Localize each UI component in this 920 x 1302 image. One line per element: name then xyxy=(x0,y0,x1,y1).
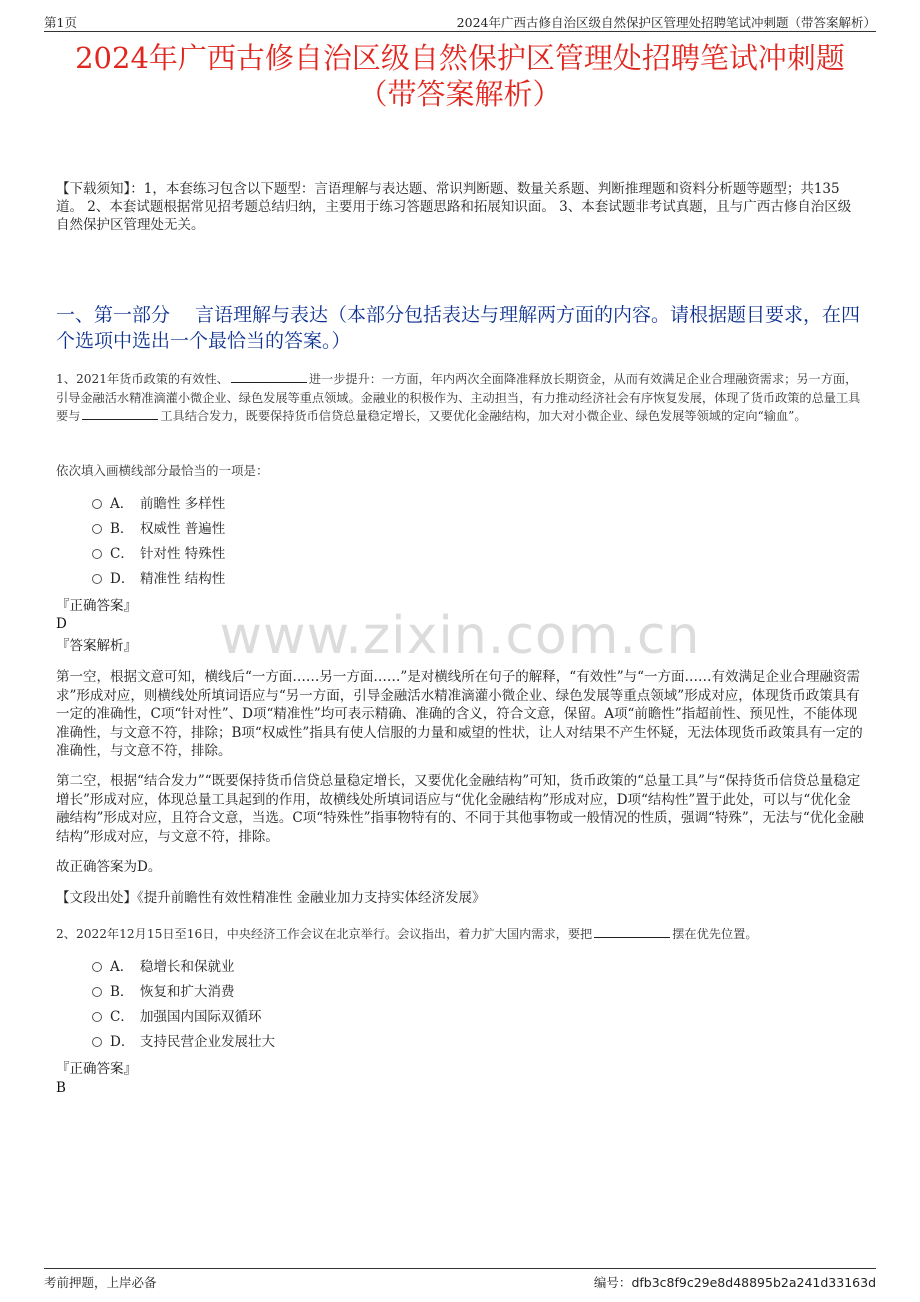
page-number: 第1页 xyxy=(44,15,77,30)
q2-option-d[interactable]: D． 支持民营企业发展壮大 xyxy=(92,1030,275,1055)
question-2-text xyxy=(56,925,864,944)
fill-blank-3 xyxy=(594,926,670,938)
q1-option-d[interactable]: D． 精准性 结构性 xyxy=(92,567,225,592)
q2-option-a[interactable]: A． 稳增长和保就业 xyxy=(92,955,275,980)
radio-icon[interactable] xyxy=(92,499,102,509)
document-title xyxy=(40,40,880,112)
radio-icon[interactable] xyxy=(92,549,102,559)
footer-code-label: 编号： xyxy=(593,1275,632,1290)
title-line-2: （带答案解析） xyxy=(358,77,562,111)
q2-option-b[interactable]: B． 恢复和扩大消费 xyxy=(92,980,275,1005)
q1-analysis-label: 『答案解析』 xyxy=(56,638,137,654)
fill-blank-1 xyxy=(231,371,307,383)
q1-source: 【文段出处】《提升前瞻性有效性精准性 金融业加力支持实体经济发展》 xyxy=(56,890,486,906)
q2-text-b: 摆在优先位置。 xyxy=(672,927,758,941)
q1-analysis-paragraph-1: 第一空，根据文意可知，横线后“一方面……另一方面……”是对横线所在句子的解释，“有效性”与“一方面……有效满足企业合理融资需求”形成对应，则横线处所填词语应与“另一方面，引导金融活水精准滴灌小微企业、绿色发展等重点领域”形成对应，体现货币政策具有一定的准确性，C项“针对性”、D项“精准性”均可表示精确、准确的含义，符合文意，保留。A项“前瞻性”指超前性、预见性，不能体现准确性，与文意不符，排除；B项“权威性”指具有使人信服的力量和威望的性状，让人对结果不产生怀疑，无法体现货币政策具有一定的准确性，与文意不符，排除。 xyxy=(56,669,863,759)
q2-answer-label: 『正确答案』 xyxy=(56,1061,137,1077)
q1-answer-label: 『正确答案』 xyxy=(56,598,137,614)
radio-icon[interactable] xyxy=(92,987,102,997)
q1-option-b[interactable]: B． 权威性 普遍性 xyxy=(92,517,225,542)
q1-conclusion: 故正确答案为D。 xyxy=(56,859,162,875)
question-1-prompt: 依次填入画横线部分最恰当的一项是： xyxy=(56,463,269,478)
radio-icon[interactable] xyxy=(92,524,102,534)
question-1-options xyxy=(92,492,225,592)
radio-icon[interactable] xyxy=(92,1012,102,1022)
radio-icon[interactable] xyxy=(92,962,102,972)
q2-text-a: 2、2022年12月15日至16日，中央经济工作会议在北京举行。会议指出，着力扩大国内需求，要把 xyxy=(56,927,593,941)
radio-icon[interactable] xyxy=(92,1037,102,1047)
footer-code xyxy=(594,1273,876,1291)
title-line-1: 2024年广西古修自治区级自然保护区管理处招聘笔试冲刺题 xyxy=(75,41,845,75)
radio-icon[interactable] xyxy=(92,574,102,584)
footer-code-value: dfb3c8f9c29e8d48895b2a241d33163d xyxy=(631,1275,876,1290)
page-footer xyxy=(44,1268,876,1289)
q2-option-c[interactable]: C． 加强国内国际双循环 xyxy=(92,1005,275,1030)
q1-analysis-paragraph-2: 第二空，根据“结合发力”“既要保持货币信贷总量稳定增长，又要优化金融结构”可知，货币政策的“总量工具”与“保持货币信贷总量稳定增长”形成对应，体现总量工具起到的作用，故横线处所填词语应与“优化金融结构”形成对应，D项“结构性”置于此处，可以与“优化金融结构”形成对应，且符合文意，当选。C项“特殊性”指事物特有的、不同于其他事物或一般情况的性质，强调“特殊”，无法与“优化金融结构”形成对应，与文意不符，排除。 xyxy=(56,773,864,845)
download-notice: 【下载须知】：1，本套练习包含以下题型：言语理解与表达题、常识判断题、数量关系题、判断推理题和资料分析题等题型；共135道。 2、本套试题根据常见招考题总结归纳，主要用于练习答题思路和拓展知识面。 3、本套试题非考试真题，且与广西古修自治区级自然保护区管理处无关。 xyxy=(56,181,852,233)
q1-option-c[interactable]: C． 针对性 特殊性 xyxy=(92,542,225,567)
header-doc-title: 2024年广西古修自治区级自然保护区管理处招聘笔试冲刺题（带答案解析） xyxy=(456,15,876,30)
footer-slogan: 考前押题，上岸必备 xyxy=(44,1275,157,1290)
q1-option-a[interactable]: A． 前瞻性 多样性 xyxy=(92,492,225,517)
q2-answer: B xyxy=(56,1080,66,1096)
q1-text-b: 进一步提升：一方面，年内两次全面降准释放长期资金，从而有效满足企业合理融资需求；另一方面，引导金融活水精准滴灌小微企业、绿色发展等重点领域。金融业的积极作为、主动担当，有力推动经济社会有序恢复发展，体现了货币政策的总量工具要与 xyxy=(56,372,861,423)
watermark: www.zixin.com.cn xyxy=(219,606,701,666)
q1-text-a: 1、2021年货币政策的有效性、 xyxy=(56,372,229,386)
section-heading: 一、第一部分 言语理解与表达（本部分包括表达与理解两方面的内容。请根据题目要求，在四个选项中选出一个最恰当的答案。） xyxy=(56,304,861,352)
question-1-text xyxy=(56,370,864,426)
question-2-options xyxy=(92,955,275,1055)
q1-text-c: 工具结合发力，既要保持货币信贷总量稳定增长，又要优化金融结构，加大对小微企业、绿色发展等领域的定向“输血”。 xyxy=(160,409,807,423)
fill-blank-2 xyxy=(82,408,158,420)
q1-answer: D xyxy=(56,616,67,632)
page-header xyxy=(44,13,876,32)
